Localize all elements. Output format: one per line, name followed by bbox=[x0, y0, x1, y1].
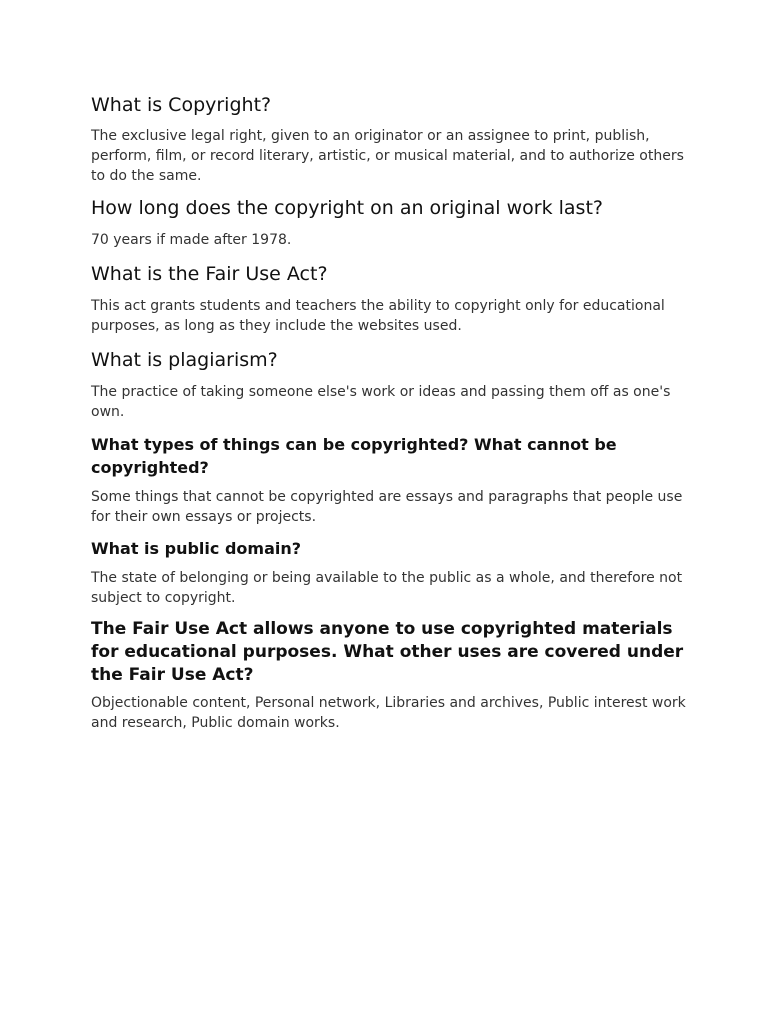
section-heading-plagiarism: What is plagiarism? bbox=[91, 349, 278, 371]
section-heading-fair-use-other-uses: The Fair Use Act allows anyone to use copyrighted materials for educational purposes. What other uses are covered under the Fair Use Act? bbox=[91, 619, 684, 685]
section-answer-copyright: The exclusive legal right, given to an originator or an assignee to print, publish, perform, film, or record literary, artistic, or musical material, and to authorize others to do the same. bbox=[91, 128, 684, 184]
section-answer-public-domain: The state of belonging or being available to the public as a whole, and therefore not subject to copyright. bbox=[91, 570, 683, 606]
section-answer-copyright-duration: 70 years if made after 1978. bbox=[91, 232, 292, 248]
document-page bbox=[91, 92, 691, 733]
section-answer-fair-use-act: This act grants students and teachers the ability to copyright only for educational purposes, as long as they include the websites used. bbox=[91, 298, 665, 334]
section-answer-copyrightable-things: Some things that cannot be copyrighted are essays and paragraphs that people use for their own essays or projects. bbox=[91, 489, 683, 525]
section-answer-fair-use-other-uses: Objectionable content, Personal network, Libraries and archives, Public interest work and research, Public domain works. bbox=[91, 695, 686, 731]
section-heading-copyright: What is Copyright? bbox=[91, 94, 272, 116]
section-heading-copyrightable-things: What types of things can be copyrighted? What cannot be copyrighted? bbox=[91, 435, 617, 477]
section-heading-copyright-duration: How long does the copyright on an original work last? bbox=[91, 197, 603, 219]
section-heading-public-domain: What is public domain? bbox=[91, 539, 302, 558]
section-answer-plagiarism: The practice of taking someone else's work or ideas and passing them off as one's own. bbox=[91, 384, 671, 420]
section-heading-fair-use-act: What is the Fair Use Act? bbox=[91, 263, 328, 285]
